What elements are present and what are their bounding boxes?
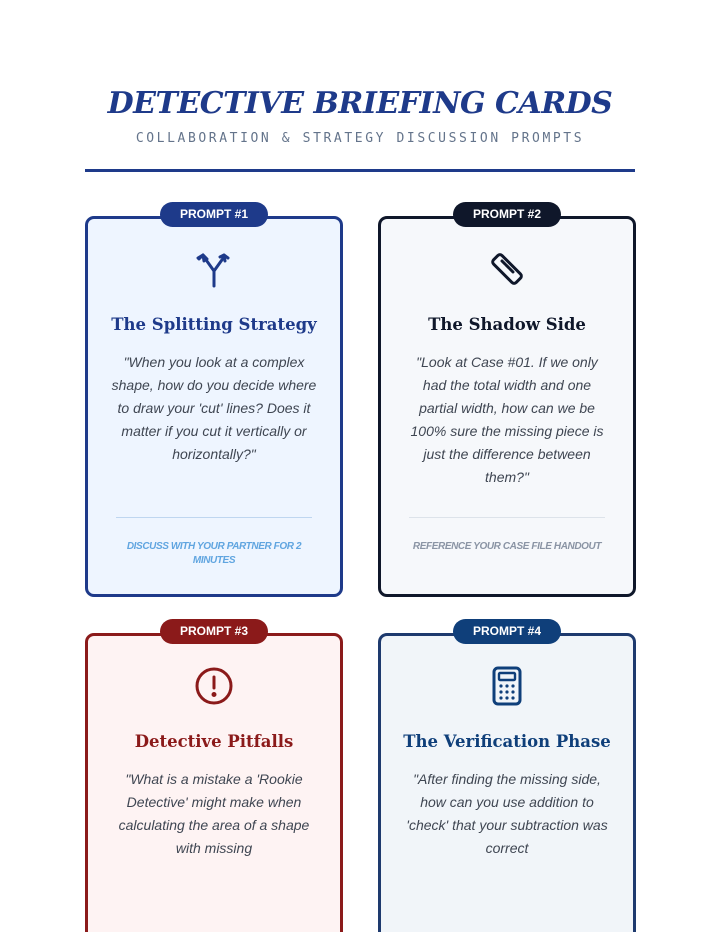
- prompt-badge: PROMPT #1: [160, 202, 268, 227]
- ruler-icon: [487, 249, 527, 289]
- header-divider: [85, 169, 635, 172]
- calculator-icon: [487, 666, 527, 706]
- card-title: The Shadow Side: [428, 315, 586, 334]
- prompt-card-4: [378, 624, 636, 932]
- page-subtitle: COLLABORATION & STRATEGY DISCUSSION PROMPTS: [135, 131, 585, 146]
- card-title: The Verification Phase: [403, 732, 611, 751]
- prompt-card-2: [378, 207, 636, 597]
- card-divider: [409, 517, 605, 518]
- card-quote: "After finding the missing side, how can you use addition to 'check' that your subtraction was correct: [406, 771, 608, 856]
- prompt-card-3: [85, 624, 343, 932]
- prompt-card-1: [85, 207, 343, 597]
- card-quote: "What is a mistake a 'Rookie Detective' might make when calculating the area of a shape with missing: [118, 771, 310, 856]
- card-quote: "Look at Case #01. If we only had the total width and one partial width, how can we be 100% sure the missing piece is just the difference between them?": [410, 354, 604, 485]
- prompt-badge: PROMPT #3: [160, 619, 268, 644]
- prompt-badge: PROMPT #4: [453, 619, 561, 644]
- card-title: Detective Pitfalls: [134, 732, 294, 751]
- card-footer: REFERENCE YOUR CASE FILE HANDOUT: [412, 541, 602, 552]
- prompt-badge: PROMPT #2: [453, 202, 561, 227]
- card-divider: [116, 517, 312, 518]
- card-quote: "When you look at a complex shape, how do you decide where to draw your 'cut' lines? Does it matter if you cut it vertically or horizontally?": [111, 354, 317, 462]
- alert-circle-icon: [194, 666, 234, 706]
- card-title: The Splitting Strategy: [111, 315, 317, 334]
- card-footer: DISCUSS WITH YOUR PARTNER FOR 2 MINUTES: [126, 541, 302, 566]
- page-title: DETECTIVE BRIEFING CARDS: [107, 86, 613, 121]
- page-header: [0, 86, 720, 146]
- split-arrows-icon: [194, 249, 234, 289]
